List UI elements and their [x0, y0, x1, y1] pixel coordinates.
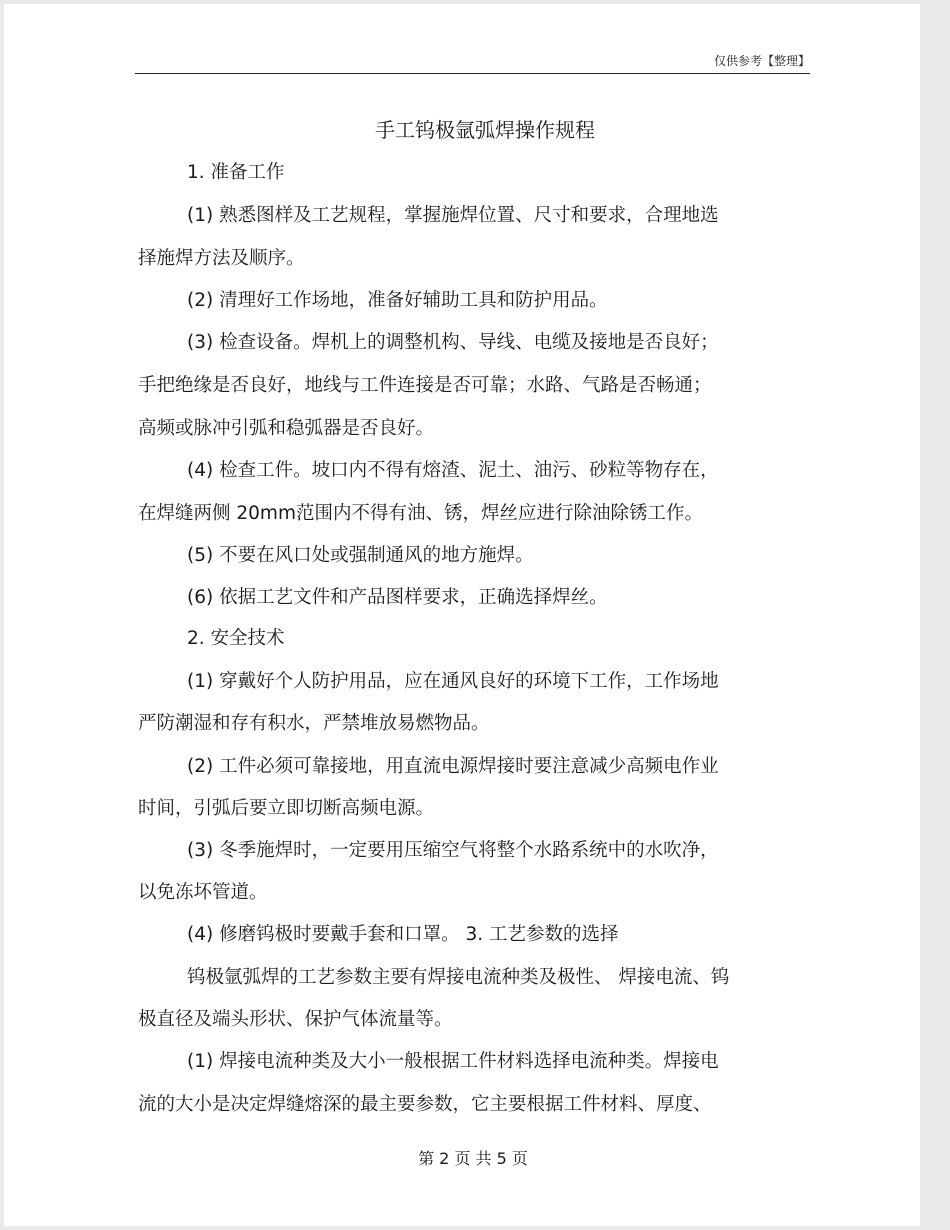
paragraph-line: (3) 冬季施焊时，一定要用压缩空气将整个水路系统中的水吹净，	[187, 840, 719, 861]
paragraph-line: (1) 焊接电流种类及大小一般根据工件材料选择电流种类。焊接电	[187, 1051, 719, 1072]
section-heading-preparation: 1. 准备工作	[187, 162, 285, 183]
paragraph-line: (2) 工件必须可靠接地，用直流电源焊接时要注意减少高频电作业	[187, 756, 719, 777]
paragraph-line: 极直径及端头形状、保护气体流量等。	[138, 1009, 453, 1030]
paragraph-line: (5) 不要在风口处或强制通风的地方施焊。	[187, 545, 534, 566]
paragraph-line: 严防潮湿和存有积水，严禁堆放易燃物品。	[138, 713, 490, 734]
paragraph-line: 手把绝缘是否良好，地线与工件连接是否可靠；水路、气路是否畅通；	[138, 375, 712, 396]
page-number-footer: 第 2 页 共 5 页	[418, 1149, 528, 1168]
paragraph-line: 择施焊方法及顺序。	[138, 248, 305, 269]
section-heading-safety: 2. 安全技术	[187, 628, 285, 649]
paragraph-line: (1) 穿戴好个人防护用品，应在通风良好的环境下工作，工作场地	[187, 671, 719, 692]
paragraph-line: (4) 修磨钨极时要戴手套和口罩。 3. 工艺参数的选择	[187, 924, 619, 945]
header-note: 仅供参考【整理】	[713, 54, 810, 68]
paragraph-line: (3) 检查设备。焊机上的调整机构、导线、电缆及接地是否良好；	[187, 332, 719, 353]
paragraph-line: 流的大小是决定焊缝熔深的最主要参数，它主要根据工件材料、厚度、	[138, 1094, 712, 1115]
paragraph-line: 在焊缝两侧 20mm范围内不得有油、锈，焊丝应进行除油除锈工作。	[138, 503, 703, 524]
paragraph-line: 时间，引弧后要立即切断高频电源。	[138, 798, 435, 819]
paragraph-line: (4) 检查工件。坡口内不得有熔渣、泥土、油污、砂粒等物存在，	[187, 460, 719, 481]
document-page	[4, 4, 920, 1226]
paragraph-line: (2) 清理好工作场地，准备好辅助工具和防护用品。	[187, 290, 608, 311]
paragraph-line: 以免冻坏管道。	[138, 882, 268, 903]
header-divider	[135, 73, 810, 74]
paragraph-line: (6) 依据工艺文件和产品图样要求，正确选择焊丝。	[187, 587, 608, 608]
paragraph-line: 高频或脉冲引弧和稳弧器是否良好。	[138, 418, 435, 439]
document-title: 手工钨极氩弧焊操作规程	[375, 118, 595, 142]
paragraph-line: (1) 熟悉图样及工艺规程，掌握施焊位置、尺寸和要求，合理地选	[187, 205, 719, 226]
paragraph-line: 钨极氩弧焊的工艺参数主要有焊接电流种类及极性、 焊接电流、钨	[187, 967, 730, 988]
